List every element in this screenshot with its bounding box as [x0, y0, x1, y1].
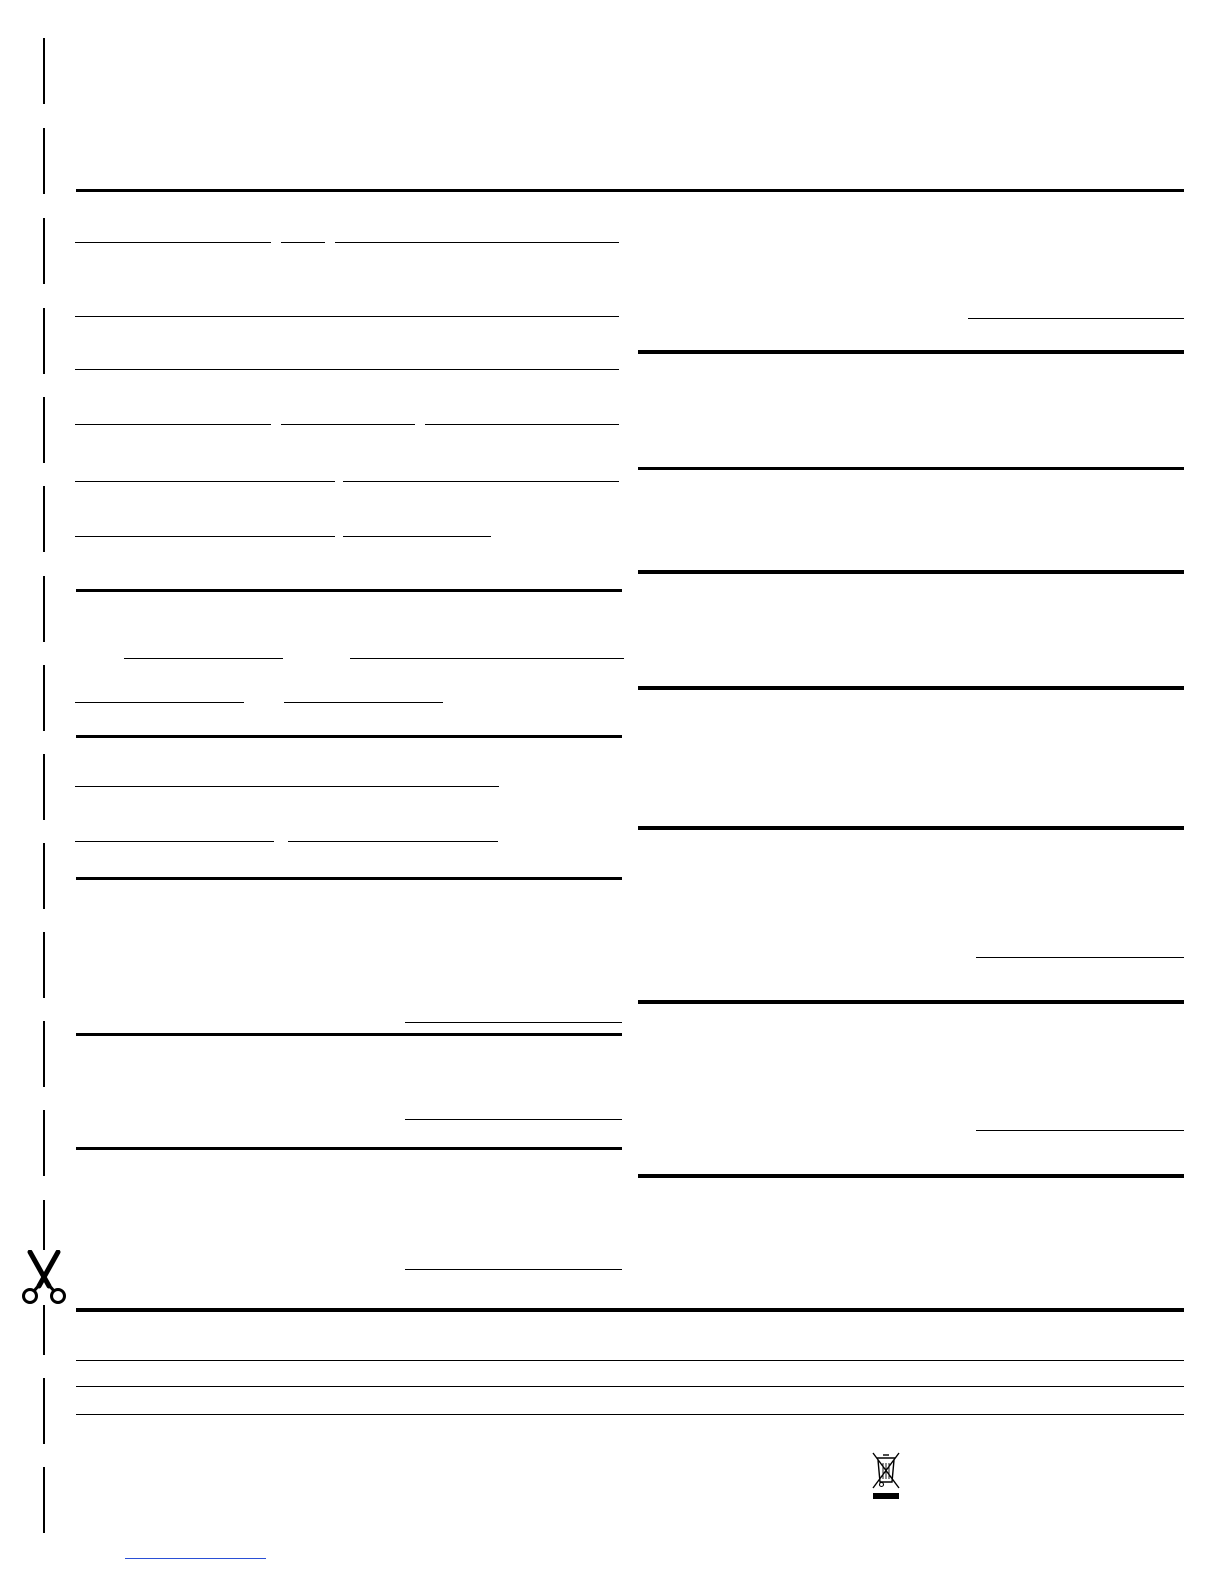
cut-dash [43, 576, 45, 642]
input-field-line[interactable] [75, 702, 244, 703]
input-field-line[interactable] [343, 536, 491, 537]
input-field-line[interactable] [976, 1130, 1184, 1131]
input-field-line[interactable] [425, 424, 619, 425]
section-rule [76, 1147, 622, 1150]
input-field-line[interactable] [968, 318, 1184, 319]
section-rule [76, 877, 622, 880]
scissors-icon [18, 1250, 70, 1306]
section-rule [638, 1000, 1184, 1004]
input-field-line[interactable] [405, 1269, 622, 1270]
input-field-line[interactable] [75, 481, 335, 482]
input-field-line[interactable] [281, 424, 415, 425]
section-rule [638, 570, 1184, 574]
cut-dash [43, 1021, 45, 1087]
input-field-line[interactable] [405, 1119, 622, 1120]
header-rule [76, 189, 1184, 192]
cut-dash [43, 1467, 45, 1533]
input-field-line[interactable] [75, 424, 271, 425]
footer-rule [76, 1414, 1184, 1415]
footer-rule [76, 1386, 1184, 1387]
input-field-line[interactable] [75, 841, 274, 842]
cut-dash [43, 843, 45, 909]
section-rule [638, 350, 1184, 354]
cut-dash [43, 1305, 45, 1355]
section-rule [638, 1174, 1184, 1178]
footer-rule [76, 1308, 1184, 1312]
section-rule [76, 1033, 622, 1036]
web-link[interactable] [125, 1558, 266, 1559]
footer-rule [76, 1360, 1184, 1361]
cut-dash [43, 932, 45, 998]
section-rule [638, 686, 1184, 690]
crossed-out-wheelie-bin-icon [868, 1448, 904, 1502]
input-field-line[interactable] [350, 658, 624, 659]
cut-dash [43, 754, 45, 820]
cut-dash [43, 38, 45, 104]
input-field-line[interactable] [976, 957, 1184, 958]
input-field-line[interactable] [335, 242, 619, 243]
input-field-line[interactable] [75, 536, 335, 537]
cut-dash [43, 397, 45, 463]
input-field-line[interactable] [343, 481, 619, 482]
cut-dash [43, 308, 45, 374]
input-field-line[interactable] [75, 369, 619, 370]
section-rule [76, 589, 622, 592]
cut-dash [43, 486, 45, 552]
input-field-line[interactable] [75, 242, 271, 243]
input-field-line[interactable] [75, 316, 619, 317]
input-field-line[interactable] [75, 786, 499, 787]
cut-dash [43, 1200, 45, 1250]
cut-dash [43, 1110, 45, 1176]
input-field-line[interactable] [281, 242, 325, 243]
cut-dash [43, 128, 45, 194]
input-field-line[interactable] [124, 658, 283, 659]
cut-dash [43, 218, 45, 284]
section-rule [76, 735, 622, 738]
section-rule [638, 826, 1184, 830]
cut-dash [43, 1378, 45, 1444]
input-field-line[interactable] [288, 841, 498, 842]
cut-dash [43, 665, 45, 731]
section-rule [638, 467, 1184, 470]
input-field-line[interactable] [405, 1022, 622, 1023]
input-field-line[interactable] [284, 702, 443, 703]
